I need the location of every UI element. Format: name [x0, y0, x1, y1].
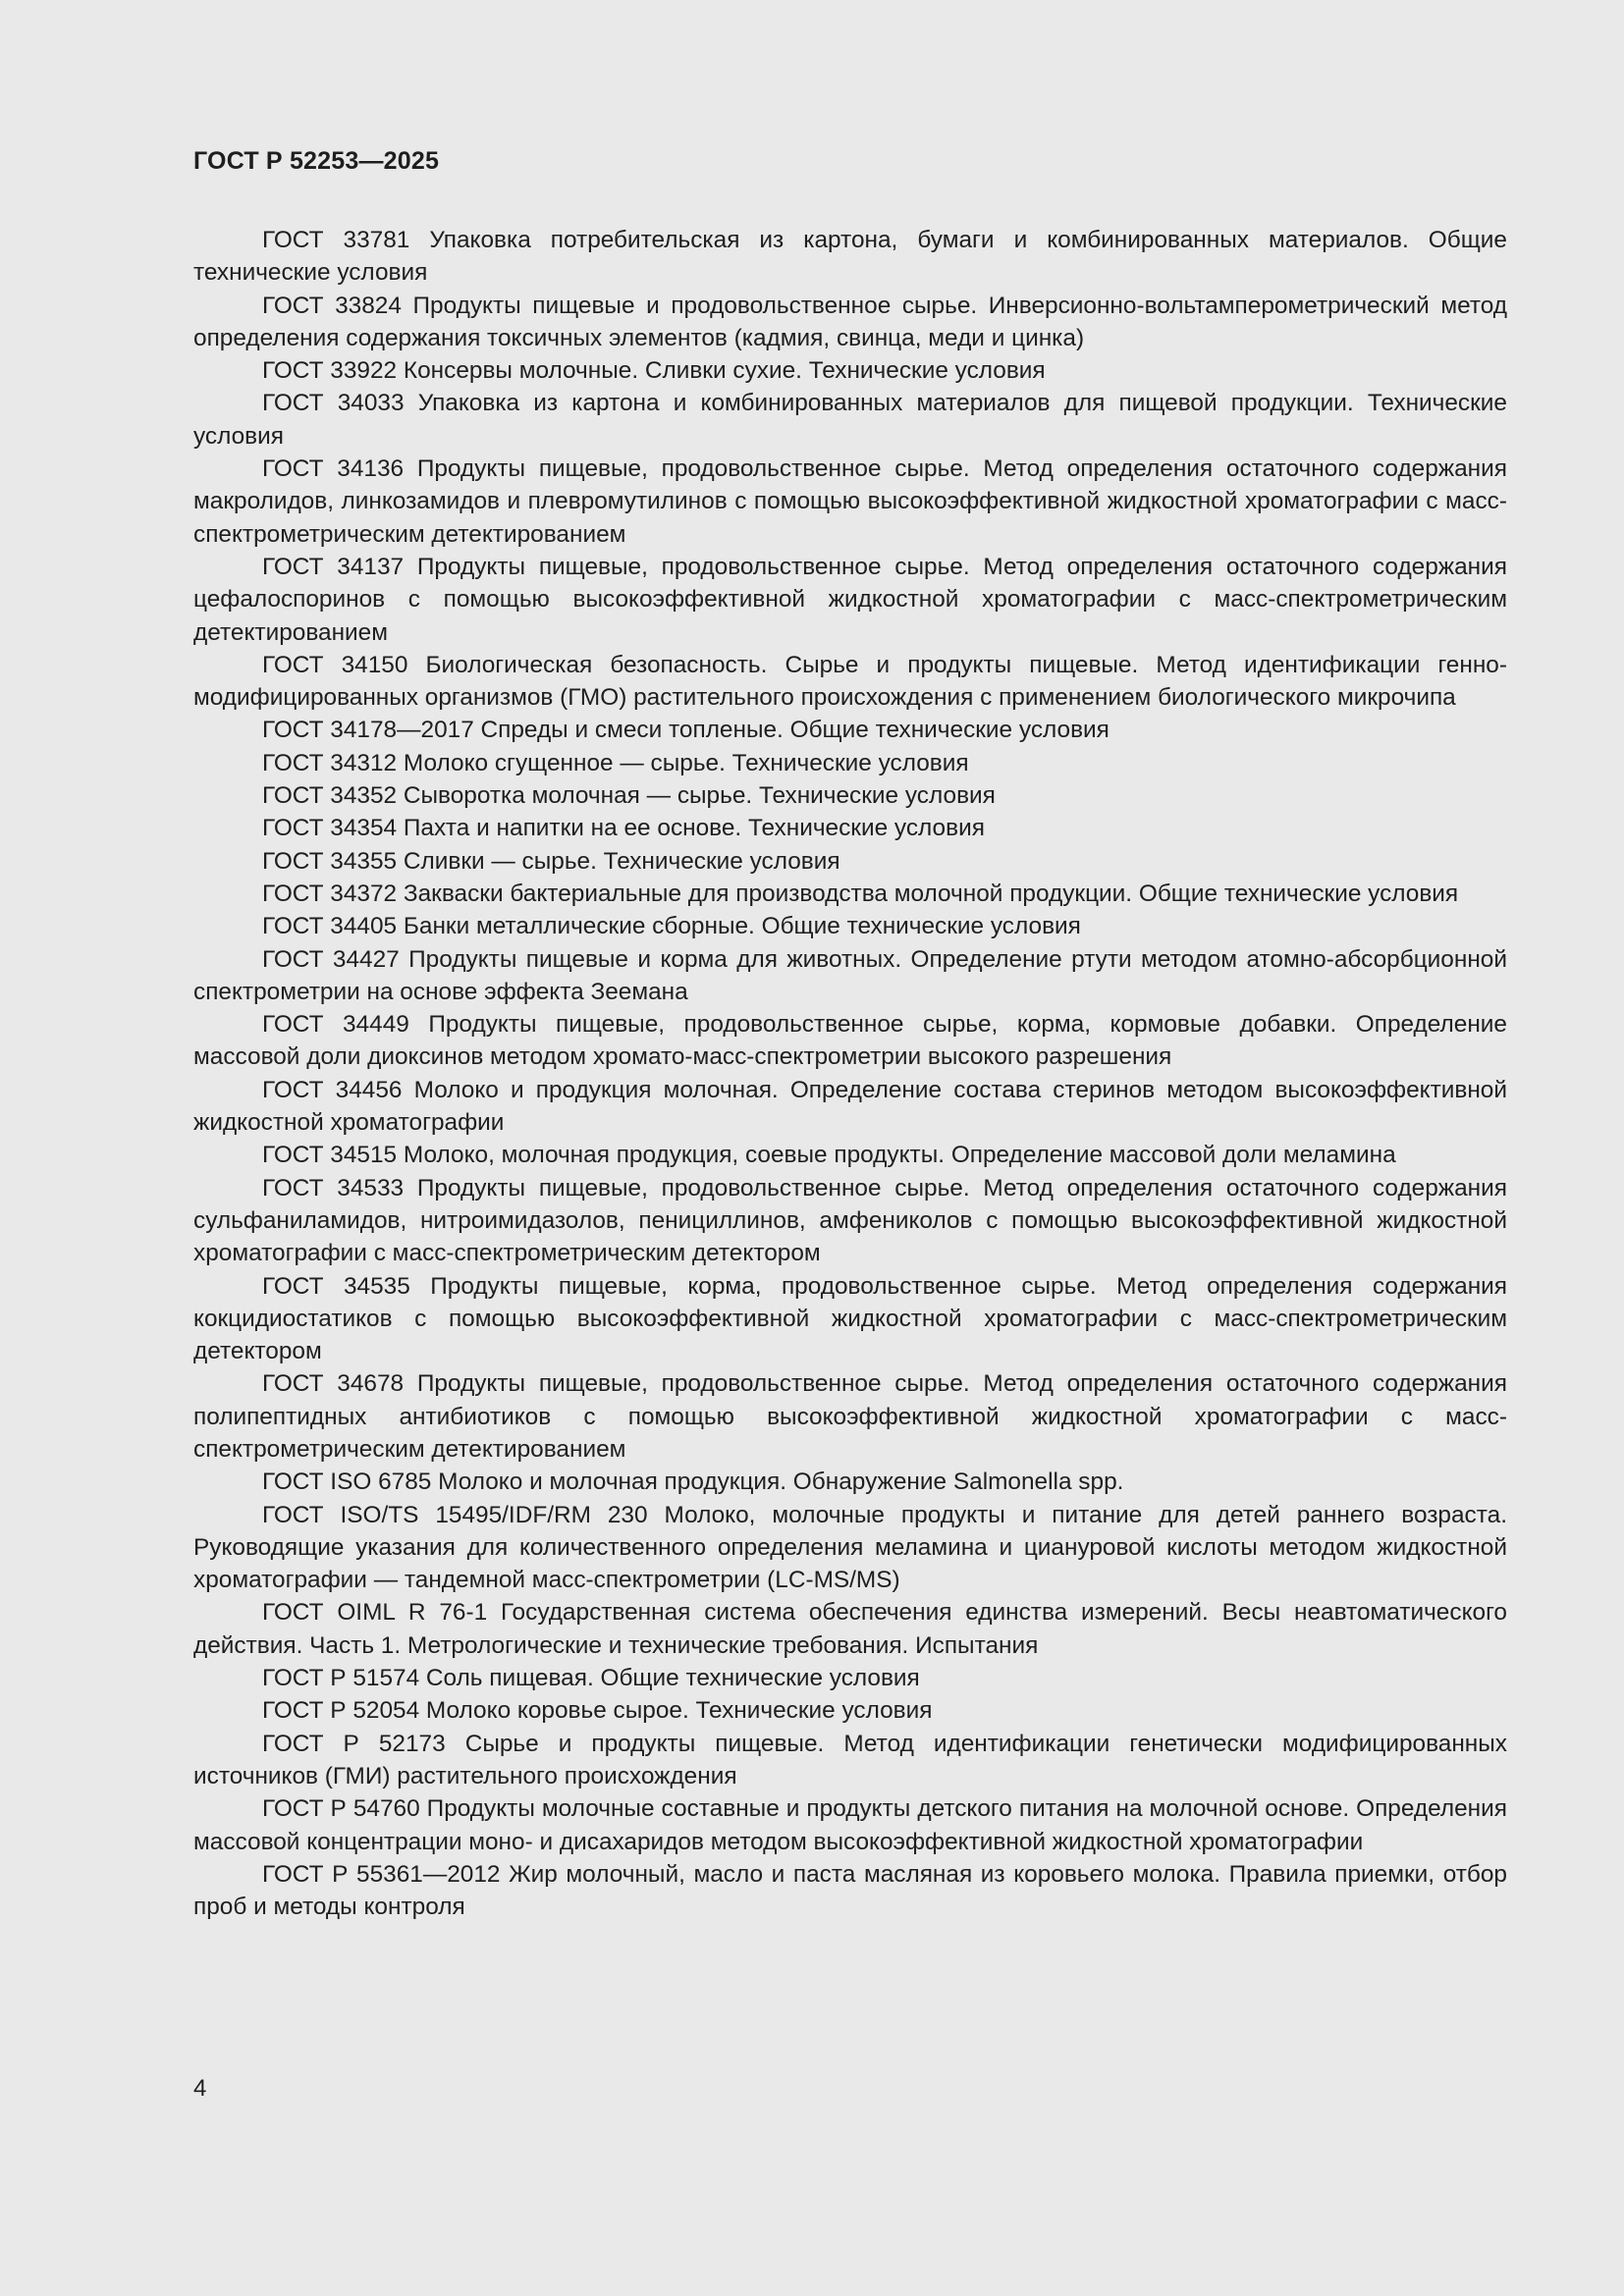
reference-item: ГОСТ 33922 Консервы молочные. Сливки сухие. Технические условия — [262, 357, 1046, 385]
reference-item: ГОСТ 34150 Биологическая безопасность. Сырье и продукты пищевые. Метод идентификации генно-модифицированных организмов (ГМО) растительного происхождения с применением биологического микрочипа — [193, 651, 1507, 712]
reference-item: ГОСТ Р 51574 Соль пищевая. Общие технические условия — [262, 1665, 920, 1692]
reference-item: ГОСТ 34137 Продукты пищевые, продовольственное сырье. Метод определения остаточного содержания цефалоспоринов с помощью высокоэффективной жидкостной хроматографии с масс-спектрометрическим детектированием — [193, 553, 1507, 646]
reference-item: ГОСТ 34678 Продукты пищевые, продовольственное сырье. Метод определения остаточного содержания полипептидных антибиотиков с помощью высокоэффективной жидкостной хроматографии с масс-спектрометрическим детектированием — [193, 1370, 1507, 1463]
reference-item: ГОСТ 34372 Закваски бактериальные для производства молочной продукции. Общие технические условия — [262, 880, 1459, 907]
reference-item: ГОСТ 34136 Продукты пищевые, продовольственное сырье. Метод определения остаточного содержания макролидов, линкозамидов и плевромутилинов с помощью высокоэффективной жидкостной хроматографии с масс-спектрометрическим детектированием — [193, 455, 1507, 548]
reference-item: ГОСТ ISO/TS 15495/IDF/RM 230 Молоко, молочные продукты и питание для детей раннего возраста. Руководящие указания для количественного определения меламина и циануровой кислоты методом жидкостной хроматографии — тандемной масс-спектрометрии (LC-MS/MS) — [193, 1501, 1507, 1594]
reference-item: ГОСТ 34355 Сливки — сырье. Технические условия — [262, 847, 840, 875]
reference-item: ГОСТ 34456 Молоко и продукция молочная. Определение состава стеринов методом высокоэффективной жидкостной хроматографии — [193, 1076, 1507, 1137]
reference-item: ГОСТ 34449 Продукты пищевые, продовольственное сырье, корма, кормовые добавки. Определение массовой доли диоксинов методом хромато-масс-спектрометрии высокого разрешения — [193, 1011, 1507, 1071]
reference-item: ГОСТ 34352 Сыворотка молочная — сырье. Технические условия — [262, 782, 996, 810]
normative-references-list — [193, 224, 1507, 1923]
reference-item: ГОСТ 34515 Молоко, молочная продукция, соевые продукты. Определение массовой доли меламина — [262, 1142, 1396, 1169]
reference-item: ГОСТ Р 55361—2012 Жир молочный, масло и паста масляная из коровьего молока. Правила приемки, отбор проб и методы контроля — [193, 1860, 1507, 1921]
reference-item: ГОСТ 34533 Продукты пищевые, продовольственное сырье. Метод определения остаточного содержания сульфаниламидов, нитроимидазолов, пенициллинов, амфениколов с помощью высокоэффективной жидкостной хроматографии с масс-спектрометрическим детектором — [193, 1174, 1507, 1267]
reference-item: ГОСТ 34312 Молоко сгущенное — сырье. Технические условия — [262, 749, 969, 776]
reference-item: ГОСТ Р 52054 Молоко коровье сырое. Технические условия — [262, 1697, 933, 1725]
reference-item: ГОСТ Р 54760 Продукты молочные составные и продукты детского питания на молочной основе. Определения массовой концентрации моно- и дисахаридов методом высокоэффективной жидкостной хроматографии — [193, 1795, 1507, 1855]
reference-item: ГОСТ 34033 Упаковка из картона и комбинированных материалов для пищевой продукции. Технические условия — [193, 390, 1507, 450]
reference-item: ГОСТ 33781 Упаковка потребительская из картона, бумаги и комбинированных материалов. Общие технические условия — [193, 227, 1507, 287]
reference-item: ГОСТ OIML R 76-1 Государственная система обеспечения единства измерений. Весы неавтоматического действия. Часть 1. Метрологические и технические требования. Испытания — [193, 1599, 1507, 1659]
reference-item: ГОСТ 33824 Продукты пищевые и продовольственное сырье. Инверсионно-вольтамперометрический метод определения содержания токсичных элементов (кадмия, свинца, меди и цинка) — [193, 292, 1507, 351]
reference-item: ГОСТ ISO 6785 Молоко и молочная продукция. Обнаружение Salmonella spp. — [262, 1468, 1124, 1496]
reference-item: ГОСТ 34535 Продукты пищевые, корма, продовольственное сырье. Метод определения содержания кокцидиостатиков с помощью высокоэффективной жидкостной хроматографии с масс-спектрометрическим детектором — [193, 1272, 1507, 1365]
document-header: ГОСТ Р 52253—2025 — [193, 147, 440, 175]
reference-item: ГОСТ Р 52173 Сырье и продукты пищевые. Метод идентификации генетически модифицированных источников (ГМИ) растительного происхождения — [193, 1730, 1507, 1789]
reference-item: ГОСТ 34354 Пахта и напитки на ее основе. Технические условия — [262, 815, 985, 842]
reference-item: ГОСТ 34405 Банки металлические сборные. Общие технические условия — [262, 913, 1081, 940]
reference-item: ГОСТ 34178—2017 Спреды и смеси топленые. Общие технические условия — [262, 717, 1110, 744]
reference-item: ГОСТ 34427 Продукты пищевые и корма для животных. Определение ртути методом атомно-абсорбционной спектрометрии на основе эффекта Зеемана — [193, 945, 1507, 1005]
page-number: 4 — [193, 2075, 207, 2102]
